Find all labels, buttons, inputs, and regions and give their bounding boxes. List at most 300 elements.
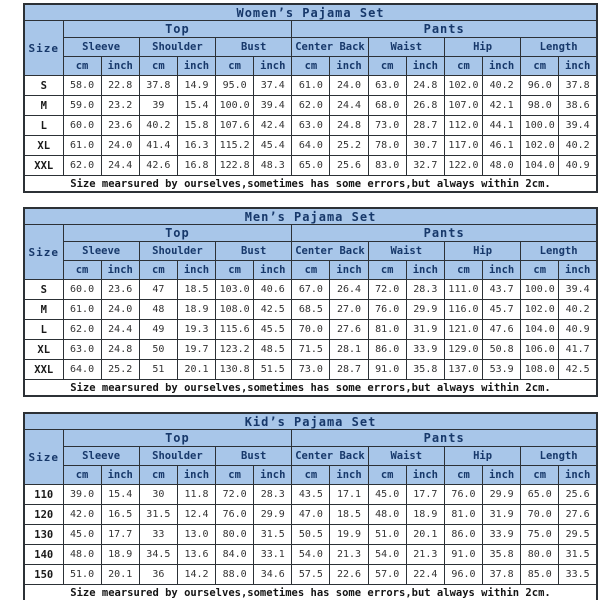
value-cell: 42.1	[483, 96, 521, 116]
value-cell: 42.4	[254, 116, 292, 136]
value-cell: 25.6	[559, 485, 597, 505]
value-cell: 63.0	[63, 340, 101, 360]
value-cell: 28.7	[330, 360, 368, 380]
value-cell: 96.0	[521, 76, 559, 96]
value-cell: 48.5	[254, 340, 292, 360]
value-cell: 38.6	[559, 96, 597, 116]
value-cell: 98.0	[521, 96, 559, 116]
value-cell: 31.9	[483, 505, 521, 525]
value-cell: 35.8	[406, 360, 444, 380]
value-cell: 123.2	[216, 340, 254, 360]
value-cell: 22.8	[101, 76, 139, 96]
value-cell: 40.9	[559, 156, 597, 176]
unit-cm: cm	[216, 261, 254, 280]
value-cell: 28.3	[406, 280, 444, 300]
value-cell: 122.8	[216, 156, 254, 176]
table-row	[24, 485, 597, 505]
value-cell: 48.0	[368, 505, 406, 525]
value-cell: 18.9	[406, 505, 444, 525]
size-cell: 130	[24, 525, 63, 545]
value-cell: 29.9	[406, 300, 444, 320]
value-cell: 23.2	[101, 96, 139, 116]
size-cell: L	[24, 320, 63, 340]
value-cell: 39.4	[254, 96, 292, 116]
table-title-row	[24, 4, 597, 21]
value-cell: 23.6	[101, 280, 139, 300]
value-cell: 45.5	[254, 320, 292, 340]
value-cell: 100.0	[521, 116, 559, 136]
col-header-hip: Hip	[444, 447, 520, 466]
value-cell: 17.7	[101, 525, 139, 545]
value-cell: 18.5	[177, 280, 215, 300]
value-cell: 41.4	[139, 136, 177, 156]
value-cell: 83.0	[368, 156, 406, 176]
value-cell: 65.0	[292, 156, 330, 176]
value-cell: 107.6	[216, 116, 254, 136]
value-cell: 14.2	[177, 565, 215, 585]
value-cell: 31.5	[559, 545, 597, 565]
value-cell: 43.5	[292, 485, 330, 505]
unit-inch: inch	[483, 57, 521, 76]
value-cell: 102.0	[521, 300, 559, 320]
note-row	[24, 585, 597, 600]
value-cell: 27.0	[330, 300, 368, 320]
value-cell: 43.7	[483, 280, 521, 300]
size-cell: 150	[24, 565, 63, 585]
pants-group-header: Pants	[292, 430, 597, 447]
unit-inch: inch	[559, 261, 597, 280]
value-cell: 13.6	[177, 545, 215, 565]
value-cell: 34.5	[139, 545, 177, 565]
value-cell: 22.4	[406, 565, 444, 585]
col-header-sleeve: Sleeve	[63, 242, 139, 261]
value-cell: 63.0	[292, 116, 330, 136]
size-cell: XL	[24, 340, 63, 360]
size-cell: XL	[24, 136, 63, 156]
value-cell: 112.0	[444, 116, 482, 136]
value-cell: 47.6	[483, 320, 521, 340]
size-cell: S	[24, 280, 63, 300]
value-cell: 15.4	[101, 485, 139, 505]
value-cell: 50	[139, 340, 177, 360]
value-cell: 72.0	[216, 485, 254, 505]
group-header-row	[24, 225, 597, 242]
value-cell: 20.1	[406, 525, 444, 545]
col-header-sleeve: Sleeve	[63, 38, 139, 57]
value-cell: 57.0	[368, 565, 406, 585]
value-cell: 33.5	[559, 565, 597, 585]
value-cell: 20.1	[101, 565, 139, 585]
value-cell: 19.9	[330, 525, 368, 545]
value-cell: 88.0	[216, 565, 254, 585]
unit-inch: inch	[330, 261, 368, 280]
unit-header-row	[24, 466, 597, 485]
table-body	[24, 280, 597, 380]
value-cell: 17.1	[330, 485, 368, 505]
value-cell: 27.6	[559, 505, 597, 525]
value-cell: 16.3	[177, 136, 215, 156]
value-cell: 37.8	[139, 76, 177, 96]
value-cell: 80.0	[216, 525, 254, 545]
value-cell: 33.1	[254, 545, 292, 565]
value-cell: 96.0	[444, 565, 482, 585]
value-cell: 24.0	[330, 76, 368, 96]
value-cell: 20.1	[177, 360, 215, 380]
value-cell: 24.0	[101, 300, 139, 320]
group-header-row	[24, 21, 597, 38]
unit-header-row	[24, 261, 597, 280]
value-cell: 42.5	[254, 300, 292, 320]
col-header-shoulder: Shoulder	[139, 242, 215, 261]
unit-inch: inch	[483, 466, 521, 485]
value-cell: 85.0	[521, 565, 559, 585]
value-cell: 30.7	[406, 136, 444, 156]
col-header-waist: Waist	[368, 242, 444, 261]
value-cell: 45.4	[254, 136, 292, 156]
value-cell: 48.3	[254, 156, 292, 176]
value-cell: 73.0	[292, 360, 330, 380]
value-cell: 76.0	[216, 505, 254, 525]
value-cell: 78.0	[368, 136, 406, 156]
col-header-hip: Hip	[444, 242, 520, 261]
value-cell: 91.0	[444, 545, 482, 565]
table-title-row	[24, 208, 597, 225]
value-cell: 48	[139, 300, 177, 320]
value-cell: 54.0	[292, 545, 330, 565]
value-cell: 137.0	[444, 360, 482, 380]
value-cell: 129.0	[444, 340, 482, 360]
size-chart-kids	[23, 412, 598, 600]
value-cell: 102.0	[444, 76, 482, 96]
value-cell: 18.9	[177, 300, 215, 320]
value-cell: 72.0	[368, 280, 406, 300]
value-cell: 57.5	[292, 565, 330, 585]
value-cell: 130.8	[216, 360, 254, 380]
unit-cm: cm	[368, 261, 406, 280]
value-cell: 39.0	[63, 485, 101, 505]
value-cell: 40.2	[559, 300, 597, 320]
top-group-header: Top	[63, 430, 292, 447]
value-cell: 24.8	[330, 116, 368, 136]
size-cell: XXL	[24, 360, 63, 380]
unit-inch: inch	[483, 261, 521, 280]
table-row	[24, 525, 597, 545]
unit-cm: cm	[444, 261, 482, 280]
unit-cm: cm	[444, 57, 482, 76]
table-row	[24, 136, 597, 156]
col-header-hip: Hip	[444, 38, 520, 57]
value-cell: 19.7	[177, 340, 215, 360]
value-cell: 33	[139, 525, 177, 545]
value-cell: 31.5	[139, 505, 177, 525]
value-cell: 48.0	[63, 545, 101, 565]
unit-cm: cm	[368, 57, 406, 76]
value-cell: 40.6	[254, 280, 292, 300]
pants-group-header: Pants	[292, 21, 597, 38]
col-header-center-back: Center Back	[292, 242, 368, 261]
col-header-shoulder: Shoulder	[139, 38, 215, 57]
col-header-center-back: Center Back	[292, 447, 368, 466]
unit-inch: inch	[254, 466, 292, 485]
value-cell: 84.0	[216, 545, 254, 565]
value-cell: 30	[139, 485, 177, 505]
size-column-header: Size	[24, 430, 63, 485]
value-cell: 26.8	[406, 96, 444, 116]
value-cell: 21.3	[330, 545, 368, 565]
value-cell: 111.0	[444, 280, 482, 300]
value-cell: 115.6	[216, 320, 254, 340]
value-cell: 42.0	[63, 505, 101, 525]
value-cell: 24.8	[406, 76, 444, 96]
col-header-waist: Waist	[368, 447, 444, 466]
col-header-waist: Waist	[368, 38, 444, 57]
value-cell: 39.4	[559, 280, 597, 300]
value-cell: 108.0	[216, 300, 254, 320]
value-cell: 61.0	[292, 76, 330, 96]
value-cell: 34.6	[254, 565, 292, 585]
size-column-header: Size	[24, 225, 63, 280]
value-cell: 25.2	[330, 136, 368, 156]
unit-header-row	[24, 57, 597, 76]
value-cell: 51	[139, 360, 177, 380]
value-cell: 13.0	[177, 525, 215, 545]
value-cell: 68.0	[368, 96, 406, 116]
unit-cm: cm	[216, 57, 254, 76]
value-cell: 24.4	[101, 320, 139, 340]
value-cell: 73.0	[368, 116, 406, 136]
table-row	[24, 300, 597, 320]
value-cell: 62.0	[63, 156, 101, 176]
table-row	[24, 116, 597, 136]
table-row	[24, 505, 597, 525]
top-group-header: Top	[63, 225, 292, 242]
value-cell: 70.0	[292, 320, 330, 340]
value-cell: 51.5	[254, 360, 292, 380]
table-title-row	[24, 413, 597, 430]
value-cell: 19.3	[177, 320, 215, 340]
unit-cm: cm	[216, 466, 254, 485]
col-header-bust: Bust	[216, 38, 292, 57]
value-cell: 16.5	[101, 505, 139, 525]
value-cell: 37.8	[483, 565, 521, 585]
unit-inch: inch	[330, 466, 368, 485]
note-row	[24, 176, 597, 193]
value-cell: 91.0	[368, 360, 406, 380]
measurement-note: Size mearsured by ourselves,sometimes has some errors,but always within 2cm.	[24, 585, 597, 600]
value-cell: 104.0	[521, 320, 559, 340]
value-cell: 44.1	[483, 116, 521, 136]
value-cell: 32.7	[406, 156, 444, 176]
col-header-sleeve: Sleeve	[63, 447, 139, 466]
size-cell: L	[24, 116, 63, 136]
value-cell: 70.0	[521, 505, 559, 525]
measure-header-row	[24, 242, 597, 261]
value-cell: 68.5	[292, 300, 330, 320]
value-cell: 23.6	[101, 116, 139, 136]
unit-cm: cm	[63, 261, 101, 280]
value-cell: 81.0	[444, 505, 482, 525]
value-cell: 33.9	[406, 340, 444, 360]
value-cell: 60.0	[63, 280, 101, 300]
table-row	[24, 565, 597, 585]
value-cell: 39	[139, 96, 177, 116]
value-cell: 24.4	[101, 156, 139, 176]
value-cell: 40.9	[559, 320, 597, 340]
value-cell: 107.0	[444, 96, 482, 116]
value-cell: 24.8	[101, 340, 139, 360]
table-title: Women’s Pajama Set	[24, 4, 597, 21]
value-cell: 28.3	[254, 485, 292, 505]
value-cell: 47	[139, 280, 177, 300]
unit-inch: inch	[177, 57, 215, 76]
value-cell: 24.4	[330, 96, 368, 116]
unit-inch: inch	[559, 57, 597, 76]
value-cell: 46.1	[483, 136, 521, 156]
size-column-header: Size	[24, 21, 63, 76]
table-row	[24, 545, 597, 565]
value-cell: 61.0	[63, 300, 101, 320]
unit-inch: inch	[101, 261, 139, 280]
value-cell: 64.0	[292, 136, 330, 156]
value-cell: 51.0	[63, 565, 101, 585]
unit-cm: cm	[521, 261, 559, 280]
value-cell: 102.0	[521, 136, 559, 156]
col-header-length: Length	[521, 242, 597, 261]
value-cell: 15.8	[177, 116, 215, 136]
value-cell: 11.8	[177, 485, 215, 505]
unit-inch: inch	[254, 57, 292, 76]
value-cell: 51.0	[368, 525, 406, 545]
value-cell: 50.8	[483, 340, 521, 360]
unit-inch: inch	[254, 261, 292, 280]
unit-inch: inch	[330, 57, 368, 76]
value-cell: 25.2	[101, 360, 139, 380]
table-row	[24, 96, 597, 116]
col-header-bust: Bust	[216, 447, 292, 466]
value-cell: 26.4	[330, 280, 368, 300]
size-cell: S	[24, 76, 63, 96]
value-cell: 45.7	[483, 300, 521, 320]
col-header-length: Length	[521, 38, 597, 57]
measurement-note: Size mearsured by ourselves,sometimes has some errors,but always within 2cm.	[24, 176, 597, 193]
unit-cm: cm	[63, 466, 101, 485]
value-cell: 45.0	[63, 525, 101, 545]
value-cell: 14.9	[177, 76, 215, 96]
value-cell: 25.6	[330, 156, 368, 176]
value-cell: 108.0	[521, 360, 559, 380]
table-body	[24, 76, 597, 176]
value-cell: 18.9	[101, 545, 139, 565]
value-cell: 42.6	[139, 156, 177, 176]
value-cell: 81.0	[368, 320, 406, 340]
value-cell: 16.8	[177, 156, 215, 176]
size-cell: M	[24, 96, 63, 116]
table-body	[24, 485, 597, 585]
value-cell: 71.5	[292, 340, 330, 360]
value-cell: 58.0	[63, 76, 101, 96]
value-cell: 67.0	[292, 280, 330, 300]
value-cell: 35.8	[483, 545, 521, 565]
value-cell: 33.9	[483, 525, 521, 545]
unit-inch: inch	[406, 261, 444, 280]
value-cell: 86.0	[444, 525, 482, 545]
value-cell: 54.0	[368, 545, 406, 565]
value-cell: 75.0	[521, 525, 559, 545]
table-row	[24, 280, 597, 300]
note-row	[24, 380, 597, 397]
value-cell: 63.0	[368, 76, 406, 96]
value-cell: 37.8	[559, 76, 597, 96]
value-cell: 60.0	[63, 116, 101, 136]
col-header-shoulder: Shoulder	[139, 447, 215, 466]
size-cell: 140	[24, 545, 63, 565]
table-title: Men’s Pajama Set	[24, 208, 597, 225]
value-cell: 15.4	[177, 96, 215, 116]
value-cell: 86.0	[368, 340, 406, 360]
value-cell: 40.2	[139, 116, 177, 136]
unit-cm: cm	[521, 57, 559, 76]
unit-cm: cm	[521, 466, 559, 485]
value-cell: 21.3	[406, 545, 444, 565]
measure-header-row	[24, 447, 597, 466]
value-cell: 36	[139, 565, 177, 585]
size-cell: 110	[24, 485, 63, 505]
value-cell: 76.0	[444, 485, 482, 505]
size-chart-mens	[23, 207, 598, 397]
value-cell: 29.9	[483, 485, 521, 505]
top-group-header: Top	[63, 21, 292, 38]
table-row	[24, 360, 597, 380]
value-cell: 103.0	[216, 280, 254, 300]
value-cell: 18.5	[330, 505, 368, 525]
value-cell: 122.0	[444, 156, 482, 176]
value-cell: 29.5	[559, 525, 597, 545]
value-cell: 42.5	[559, 360, 597, 380]
size-cell: M	[24, 300, 63, 320]
unit-cm: cm	[139, 57, 177, 76]
value-cell: 116.0	[444, 300, 482, 320]
value-cell: 53.9	[483, 360, 521, 380]
value-cell: 65.0	[521, 485, 559, 505]
value-cell: 117.0	[444, 136, 482, 156]
unit-inch: inch	[406, 466, 444, 485]
unit-inch: inch	[177, 261, 215, 280]
value-cell: 22.6	[330, 565, 368, 585]
table-title: Kid’s Pajama Set	[24, 413, 597, 430]
group-header-row	[24, 430, 597, 447]
value-cell: 31.5	[254, 525, 292, 545]
table-row	[24, 340, 597, 360]
value-cell: 28.7	[406, 116, 444, 136]
measurement-note: Size mearsured by ourselves,sometimes has some errors,but always within 2cm.	[24, 380, 597, 397]
value-cell: 49	[139, 320, 177, 340]
value-cell: 47.0	[292, 505, 330, 525]
value-cell: 64.0	[63, 360, 101, 380]
value-cell: 37.4	[254, 76, 292, 96]
value-cell: 121.0	[444, 320, 482, 340]
value-cell: 29.9	[254, 505, 292, 525]
pants-group-header: Pants	[292, 225, 597, 242]
unit-inch: inch	[101, 57, 139, 76]
table-row	[24, 156, 597, 176]
table-row	[24, 320, 597, 340]
value-cell: 62.0	[292, 96, 330, 116]
unit-cm: cm	[444, 466, 482, 485]
unit-cm: cm	[292, 57, 330, 76]
value-cell: 40.2	[559, 136, 597, 156]
unit-inch: inch	[559, 466, 597, 485]
table-row	[24, 76, 597, 96]
